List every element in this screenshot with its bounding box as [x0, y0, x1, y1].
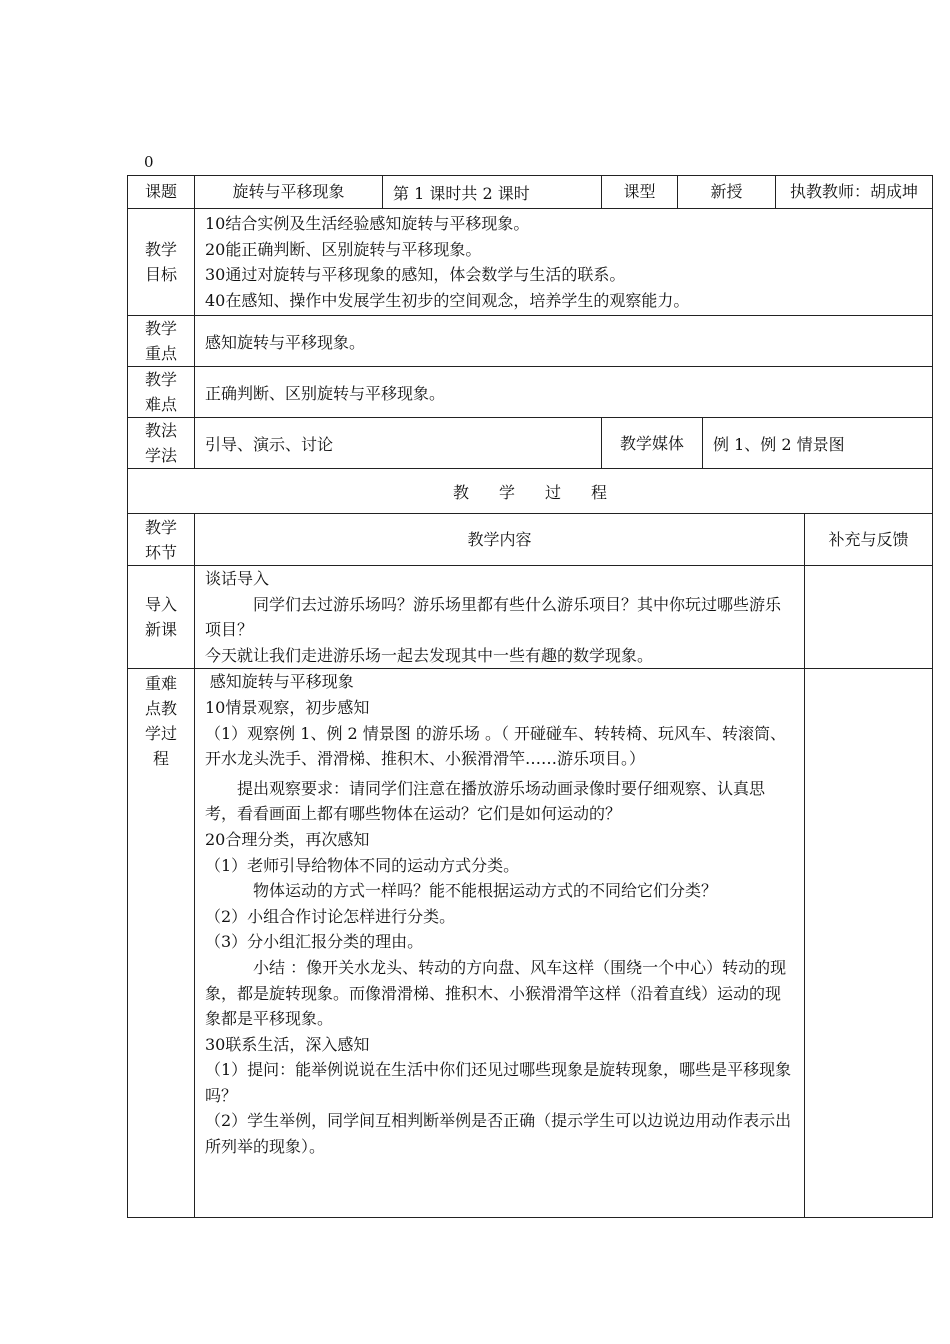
main-content: [195, 669, 805, 1218]
main-feedback: [805, 669, 933, 1218]
main-process-row: [128, 669, 933, 1218]
stage-column-header: [128, 514, 195, 566]
main-line: 30联系生活，深入感知: [205, 1034, 370, 1054]
header-row: [128, 176, 933, 209]
main-line: （3）分小组汇报分类的理由。: [205, 932, 424, 952]
lesson-plan-table: [127, 175, 933, 1218]
key-point-text: 感知旋转与平移现象。: [195, 316, 933, 367]
intro-row: [128, 566, 933, 669]
main-line: 感知旋转与平移现象: [209, 672, 354, 692]
methods-text: 引导、演示、讨论: [195, 418, 602, 469]
feedback-column-header: 补充与反馈: [805, 514, 933, 566]
main-line: 物体运动的方式一样吗？能不能根据运动方式的不同给它们分类？: [253, 881, 718, 901]
methods-row: [128, 418, 933, 469]
main-label: [128, 669, 195, 1218]
topic-label: 课题: [128, 176, 195, 209]
main-label-text: 重难点教学过程: [144, 674, 177, 769]
intro-line: 今天就让我们走进游乐场一起去发现其中一些有趣的数学现象。: [205, 645, 654, 665]
page-number: 0: [144, 153, 154, 171]
objective-item: 40在感知、操作中发展学生初步的空间观念，培养学生的观察能力。: [205, 290, 690, 310]
methods-label: [128, 418, 195, 469]
stage-column-header-text: 教学环节: [144, 517, 177, 562]
objectives-row: [128, 209, 933, 316]
objective-item: 20能正确判断、区别旋转与平移现象。: [205, 239, 482, 259]
main-line: 小结 ：像开关水龙头、转动的方向盘、风车这样（围绕一个中心）转动的现象，都是旋转现象。而像滑滑梯、推积木、小猴滑滑竿这样（沿着直线）运动的现象都是平移现象。: [205, 957, 787, 1029]
main-line: （2）学生举例，同学间互相判断举例是否正确（提示学生可以边说边用动作表示出所列举的现象）。: [205, 1111, 792, 1157]
key-point-row: [128, 316, 933, 367]
objectives-content: [195, 209, 933, 316]
main-line: （1）老师引导给物体不同的运动方式分类。: [205, 855, 520, 875]
main-line: （2）小组合作讨论怎样进行分类。: [205, 906, 456, 926]
process-heading-row: [128, 469, 933, 514]
media-text: 例 1、例 2 情景图: [703, 418, 933, 469]
difficulty-label-text: 教学难点: [144, 370, 177, 414]
objective-item: 10结合实例及生活经验感知旋转与平移现象。: [205, 214, 530, 233]
main-line: 10情景观察，初步感知: [205, 697, 370, 717]
column-header-row: [128, 514, 933, 566]
key-point-label: [128, 316, 195, 367]
intro-line: 谈话导入: [205, 569, 270, 588]
main-line: 提出观察要求：请同学们注意在播放游乐场动画录像时要仔细观察、认真思考，看看画面上都有哪些物体在运动？它们是如何运动的？: [205, 778, 766, 824]
objectives-label: [128, 209, 195, 316]
intro-line: 同学们去过游乐场吗？游乐场里都有些什么游乐项目？其中你玩过哪些游乐项目？: [205, 594, 782, 640]
intro-label-text: 导入新课: [144, 595, 177, 640]
main-line: （1）提问：能举例说说在生活中你们还见过哪些现象是旋转现象，哪些是平移现象吗？: [205, 1060, 792, 1105]
objectives-label-text: 教学目标: [144, 240, 177, 284]
lesson-count: 第 1 课时共 2 课时: [383, 176, 602, 209]
process-heading: 教学过程: [128, 469, 933, 514]
methods-label-text: 教法学法: [144, 421, 177, 465]
main-line: 20合理分类，再次感知: [205, 829, 370, 849]
media-label: [602, 418, 703, 469]
teacher-name: 执教教师：胡成坤: [776, 176, 933, 209]
difficulty-text: 正确判断、区别旋转与平移现象。: [195, 367, 933, 418]
type-label: 课型: [602, 176, 678, 209]
objective-item: 30通过对旋转与平移现象的感知，体会数学与生活的联系。: [205, 265, 626, 284]
topic-value: 旋转与平移现象: [195, 176, 383, 209]
intro-content: [195, 566, 805, 669]
content-column-header: 教学内容: [195, 514, 805, 566]
key-point-label-text: 教学重点: [144, 319, 177, 363]
main-line: （1）观察例 1、例 2 情景图 的游乐场 。（ 开碰碰车、转转椅、玩风车、转滚筒、开水龙头洗手、滑滑梯、推积木、小猴滑滑竿……游乐项目。）: [205, 723, 787, 769]
intro-label: [128, 566, 195, 669]
difficulty-row: [128, 367, 933, 418]
intro-feedback: [805, 566, 933, 669]
media-label-text: 教学媒体: [619, 433, 684, 453]
type-value: 新授: [678, 176, 776, 209]
difficulty-label: [128, 367, 195, 418]
